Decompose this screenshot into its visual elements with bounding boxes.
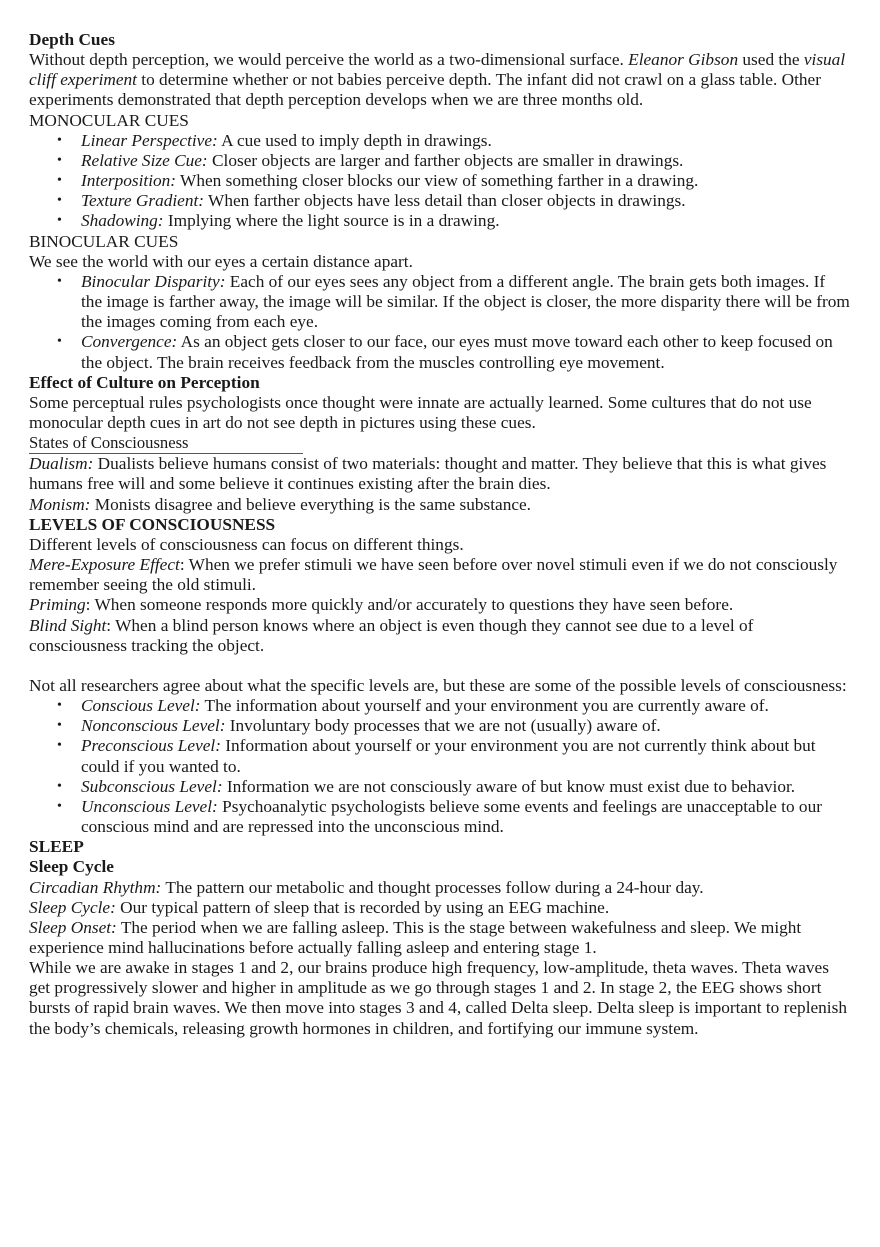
culture-text: Some perceptual rules psychologists once thought were innate are actually learned. Some cultures that do not use monocular depth cues in art do not see depth in pictures using these cues. (29, 392, 812, 432)
binocular-cues-list (29, 272, 850, 373)
list-item (29, 716, 850, 736)
list-item-term: Relative Size Cue: (81, 150, 208, 170)
depth-cues-intro (29, 50, 850, 110)
sleep-onset-paragraph (29, 918, 850, 958)
list-item (29, 171, 850, 191)
list-item-term: Shadowing: (81, 211, 164, 231)
bullet-icon: • (57, 213, 62, 229)
sleep-stages-paragraph: While we are awake in stages 1 and 2, our brains produce high frequency, low-amplitude, theta waves. Theta waves get progressively slower and higher in amplitude as we go through stages 1 and 2. In stage 2, the EEG shows short bursts of rapid brain waves. We then move into stages 3 and 4, called Delta sleep. Delta sleep is important to replenish the body’s chemicals, releasing growth hormones in children, and fortifying our immune system. (29, 958, 847, 1038)
binocular-intro: We see the world with our eyes a certain distance apart. (29, 251, 413, 271)
list-item (29, 131, 850, 151)
list-item (29, 191, 850, 211)
list-item-text: Implying where the light source is in a drawing. (163, 211, 500, 231)
monocular-cues-list (29, 131, 850, 232)
list-item-term: Subconscious Level: (81, 776, 223, 796)
bullet-icon: • (57, 193, 62, 209)
list-item-text: Information about yourself or your environment you are not currently think about but could if you wanted to. (81, 736, 816, 776)
mere-exposure-paragraph (29, 555, 850, 595)
intro-text-1: Without depth perception, we would perceive the world as a two-dimensional surface. (29, 50, 629, 70)
bullet-icon: • (57, 698, 62, 714)
blank-line (29, 656, 850, 676)
list-item-text: When something closer blocks our view of something farther in a drawing. (176, 171, 699, 191)
heading-binocular-cues: BINOCULAR CUES (29, 231, 179, 251)
intro-text-3: to determine whether or not babies perceive depth. The infant did not crawl on a glass table. Other experiments demonstrated that depth perception develops when we are three months old. (29, 70, 821, 110)
monism-term: Monism: (29, 494, 91, 514)
heading-sleep-cycle: Sleep Cycle (29, 857, 114, 877)
list-item (29, 777, 850, 797)
monism-text: Monists disagree and believe everything is the same substance. (90, 494, 532, 514)
heading-depth-cues: Depth Cues (29, 30, 115, 49)
list-item-term: Linear Perspective: (81, 130, 218, 150)
sleep-cycle-paragraph (29, 898, 850, 918)
bullet-icon: • (57, 173, 62, 189)
priming-term: Priming (29, 595, 86, 615)
heading-levels-of-consciousness: LEVELS OF CONSCIOUSNESS (29, 514, 276, 534)
sleep-cycle-text: Our typical pattern of sleep that is recorded by using an EEG machine. (115, 897, 610, 917)
intro-experiment: visual cliff experiment (29, 50, 846, 90)
list-item-term: Nonconscious Level: (81, 716, 226, 736)
bullet-icon: • (57, 273, 62, 289)
bullet-icon: • (57, 718, 62, 734)
dualism-term: Dualism: (29, 454, 94, 474)
list-item (29, 797, 850, 837)
dualism-text: Dualists believe humans consist of two materials: thought and matter. They believe that this is what gives humans free will and some believe it continues existing after the brain dies. (29, 454, 827, 494)
sleep-onset-term: Sleep Onset: (29, 917, 117, 937)
list-item-text: Psychoanalytic psychologists believe some events and feelings are unacceptable to our conscious mind and are repressed into the unconscious mind. (81, 796, 822, 837)
list-item (29, 736, 850, 776)
blind-sight-text: : When a blind person knows where an object is even though they cannot see due to a level of consciousness tracking the object. (29, 615, 754, 655)
levels-intro: Different levels of consciousness can focus on different things. (29, 534, 464, 554)
sleep-onset-text: The period when we are falling asleep. This is the stage between wakefulness and sleep. We might experience mind hallucinations before actually falling asleep and entering stage 1. (29, 917, 802, 958)
list-item-text: Information we are not consciously aware of but know must exist due to behavior. (222, 776, 796, 796)
bullet-icon: • (57, 152, 62, 168)
heading-states-of-consciousness: States of Consciousness (29, 433, 303, 454)
levels-list (29, 696, 850, 837)
intro-name: Eleanor Gibson (628, 50, 739, 70)
heading-monocular-cues: MONOCULAR CUES (29, 110, 189, 130)
list-item-term: Unconscious Level: (81, 796, 218, 816)
monism-paragraph (29, 495, 850, 515)
list-item-term: Conscious Level: (81, 696, 201, 716)
circadian-term: Circadian Rhythm: (29, 877, 162, 897)
priming-paragraph (29, 595, 850, 615)
mere-exposure-text: : When we prefer stimuli we have seen before over novel stimuli even if we do not consciously remember seeing the old stimuli. (29, 555, 838, 595)
list-item (29, 272, 850, 332)
list-item-text: Each of our eyes sees any object from a different angle. The brain gets both images. If the image is farther away, the image will be similar. If the object is closer, the more disparity there will be from the images coming from each eye. (81, 271, 850, 332)
list-item-text: A cue used to imply depth in drawings. (217, 130, 492, 150)
intro-text-2: used the (738, 50, 804, 70)
list-item-term: Convergence: (81, 332, 178, 352)
priming-text: : When someone responds more quickly and/or accurately to questions they have seen before. (85, 595, 734, 615)
circadian-text: The pattern our metabolic and thought processes follow during a 24-hour day. (161, 877, 704, 897)
bullet-icon: • (57, 738, 62, 754)
bullet-icon: • (57, 778, 62, 794)
blind-sight-term: Blind Sight (29, 615, 107, 635)
list-item-text: Closer objects are larger and farther objects are smaller in drawings. (207, 150, 684, 170)
list-item-text: Involuntary body processes that we are not (usually) aware of. (225, 716, 661, 736)
sleep-cycle-term: Sleep Cycle: (29, 897, 116, 917)
list-item (29, 211, 850, 231)
mere-exposure-term: Mere-Exposure Effect (29, 555, 180, 575)
heading-culture: Effect of Culture on Perception (29, 372, 260, 392)
bullet-icon: • (57, 132, 62, 148)
list-item-term: Preconscious Level: (81, 736, 221, 756)
list-item-term: Interposition: (81, 171, 177, 191)
list-item-term: Texture Gradient: (81, 191, 205, 211)
bullet-icon: • (57, 798, 62, 814)
dualism-paragraph (29, 454, 850, 494)
list-item-term: Binocular Disparity: (81, 271, 226, 291)
heading-sleep: SLEEP (29, 837, 84, 857)
bullet-icon: • (57, 334, 62, 350)
blind-sight-paragraph (29, 616, 850, 656)
list-item (29, 332, 850, 372)
list-item-text: The information about yourself and your environment you are currently aware of. (200, 696, 769, 716)
list-item (29, 151, 850, 171)
circadian-paragraph (29, 878, 850, 898)
list-item-text: As an object gets closer to our face, our eyes must move toward each other to keep focused on the object. The brain receives feedback from the muscles controlling eye movement. (81, 332, 833, 372)
possible-levels-intro: Not all researchers agree about what the specific levels are, but these are some of the possible levels of consciousness: (29, 675, 847, 695)
list-item (29, 696, 850, 716)
list-item-text: When farther objects have less detail than closer objects in drawings. (204, 191, 686, 211)
